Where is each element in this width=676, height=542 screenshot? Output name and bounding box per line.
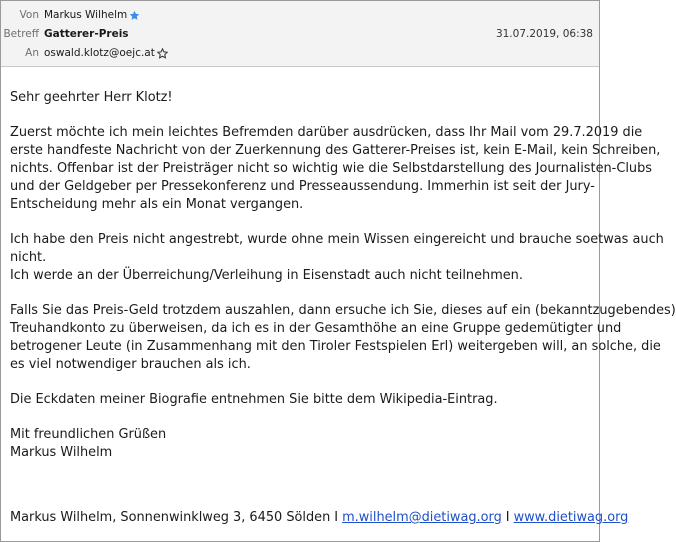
- signature: Markus Wilhelm: [10, 445, 113, 460]
- star-outline-icon[interactable]: [157, 48, 168, 59]
- footer-email-link[interactable]: m.wilhelm@dietiwag.org: [342, 510, 502, 525]
- from-label: Von: [19, 9, 39, 21]
- p1-line: und der Geldgeber per Pressekonferenz und Presseaussendung. Immerhin ist seit der Jury-: [10, 179, 595, 194]
- paragraph-3: [10, 302, 676, 374]
- to-row: [1, 45, 599, 61]
- p3-line: Falls Sie das Preis-Geld trotzdem auszahlen, dann ersuche ich Sie, dieses auf ein (bekanntzugebendes): [10, 303, 676, 318]
- from-row: [1, 7, 599, 23]
- p1-line: Entscheidung mehr als ein Monat vergangen.: [10, 197, 304, 212]
- footer-website-link[interactable]: www.dietiwag.org: [513, 510, 629, 525]
- greeting: Sehr geehrter Herr Klotz!: [10, 90, 173, 105]
- footer-address: Markus Wilhelm, Sonnenwinklweg 3, 6450 Sölden: [10, 510, 331, 525]
- subject-value: Gatterer-Preis: [44, 28, 129, 40]
- p3-line: betrogener Leute (in Zusammenhang mit den Tiroler Festspielen Erl) weitergeben will, an solche, die: [10, 339, 661, 354]
- date-time: 31.07.2019, 06:38: [495, 28, 593, 40]
- paragraph-1: [10, 124, 661, 214]
- p1-line: Zuerst möchte ich mein leichtes Befremden darüber ausdrücken, dass Ihr Mail vom 29.7.2019 die: [10, 125, 643, 140]
- p1-line: nichts. Offenbar ist der Preisträger nicht so wichtig wie die Selbstdarstellung des Journalisten-Clubs: [10, 161, 652, 176]
- p2-line: Ich werde an der Überreichung/Verleihung in Eisenstadt auch nicht teilnehmen.: [10, 268, 523, 283]
- p2-line: nicht.: [10, 250, 47, 265]
- to-value[interactable]: [44, 45, 168, 61]
- email-footer: [10, 510, 628, 525]
- to-label: An: [25, 47, 39, 59]
- sender-name[interactable]: Markus Wilhelm: [44, 9, 128, 21]
- email-body: [1, 67, 676, 462]
- p1-line: erste handfeste Nachricht von der Zuerkennung des Gatterer-Preises ist, kein E-Mail, kein Schreiben,: [10, 143, 661, 158]
- from-value[interactable]: [44, 7, 140, 23]
- p2-line: Ich habe den Preis nicht angestrebt, wurde ohne mein Wissen eingereicht und brauche soetwas auch: [10, 232, 664, 247]
- paragraph-4: Die Eckdaten meiner Biografie entnehmen Sie bitte dem Wikipedia-Eintrag.: [10, 392, 498, 407]
- subject-label: Betreff: [3, 28, 39, 40]
- star-icon[interactable]: [129, 10, 140, 21]
- p3-line: Treuhandkonto zu überweisen, da ich es in der Gesamthöhe an eine Gruppe gedemütigter und: [10, 321, 622, 336]
- footer-separator: I: [334, 510, 339, 525]
- recipient-address[interactable]: oswald.klotz@oejc.at: [44, 47, 155, 59]
- email-header: [1, 1, 599, 67]
- subject-row: [1, 26, 599, 42]
- p3-line: es viel notwendiger brauchen als ich.: [10, 357, 251, 372]
- paragraph-2: [10, 231, 664, 285]
- footer-separator: I: [505, 510, 510, 525]
- closing: Mit freundlichen Grüßen: [10, 427, 167, 442]
